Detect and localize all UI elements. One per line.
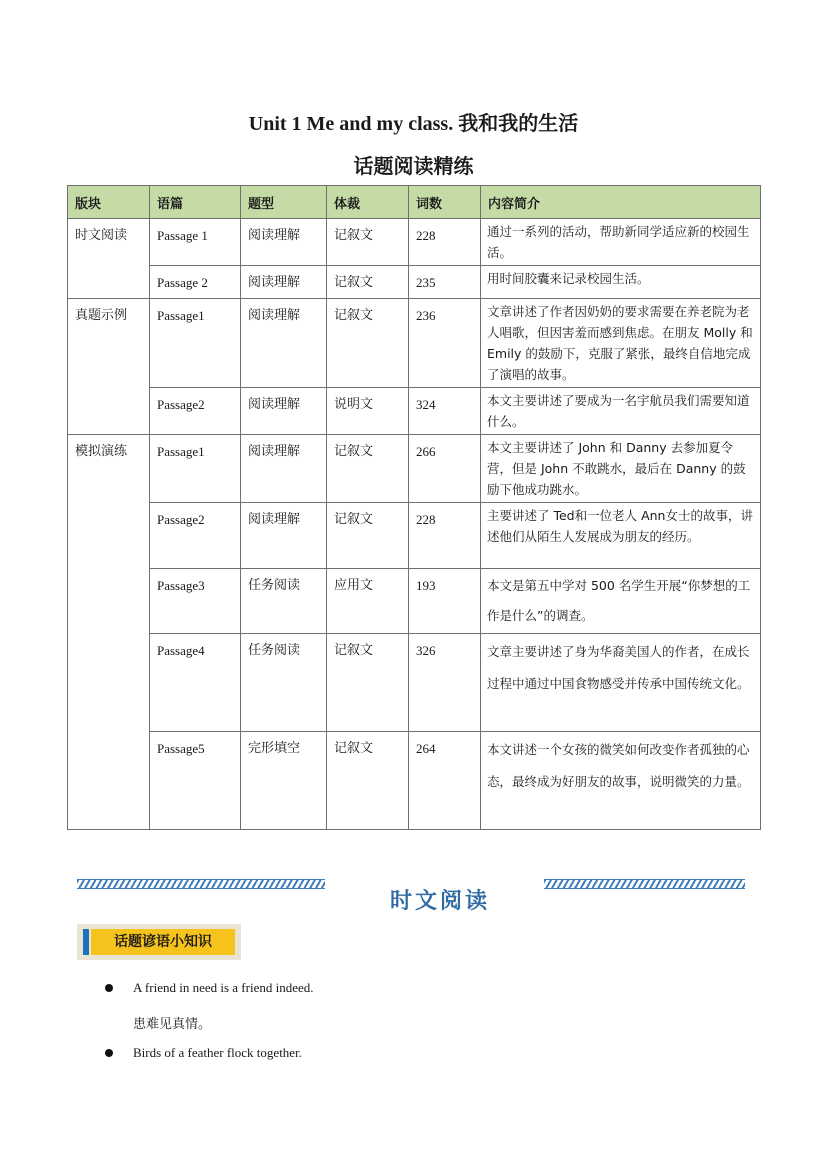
- section-cell: 模拟演练: [68, 435, 150, 830]
- summary-cell: 用时间胶囊来记录校园生活。: [481, 266, 761, 299]
- passage-cell: Passage3: [150, 569, 241, 634]
- summary-cell: 本文主要讲述了要成为一名宇航员我们需要知道什么。: [481, 388, 761, 435]
- section-cell: 时文阅读: [68, 219, 150, 299]
- type-cell: 阅读理解: [241, 266, 327, 299]
- type-cell: 完形填空: [241, 732, 327, 830]
- passage-cell: Passage4: [150, 634, 241, 732]
- table-row: [68, 219, 761, 266]
- bullet-icon: [105, 984, 113, 992]
- summary-cell: 本文是第五中学对 500 名学生开展“你梦想的工作是什么”的调查。: [481, 569, 761, 634]
- table-row: [68, 732, 761, 830]
- section-heading: 时文阅读: [389, 889, 490, 914]
- proverb-english: A friend in need is a friend indeed.: [133, 980, 314, 995]
- summary-cell: 通过一系列的活动，帮助新同学适应新的校园生活。: [481, 219, 761, 266]
- words-cell: 264: [409, 732, 481, 830]
- genre-cell: 应用文: [327, 569, 409, 634]
- passage-cell: Passage1: [150, 435, 241, 503]
- table-row: [68, 299, 761, 388]
- header-question-type: 题型: [241, 186, 327, 219]
- summary-cell: 文章讲述了作者因奶奶的要求需要在养老院为老人唱歌，但因害羞而感到焦虑。在朋友 Molly 和 Emily 的鼓励下，克服了紧张，最终自信地完成了演唱的故事。: [481, 299, 761, 388]
- document-subtitle: 话题阅读精练: [353, 154, 474, 178]
- section-divider-right: [544, 879, 745, 889]
- type-cell: 阅读理解: [241, 219, 327, 266]
- proverb-english: Birds of a feather flock together.: [133, 1045, 302, 1060]
- passage-summary-table: [67, 185, 761, 830]
- table-row: [68, 435, 761, 503]
- genre-cell: 记叙文: [327, 266, 409, 299]
- words-cell: 236: [409, 299, 481, 388]
- header-genre: 体裁: [327, 186, 409, 219]
- genre-cell: 说明文: [327, 388, 409, 435]
- header-section: 版块: [68, 186, 150, 219]
- type-cell: 阅读理解: [241, 299, 327, 388]
- summary-cell: 主要讲述了 Ted和一位老人 Ann女士的故事，讲述他们从陌生人发展成为朋友的经历。: [481, 503, 761, 569]
- passage-cell: Passage 1: [150, 219, 241, 266]
- bullet-icon: [105, 1049, 113, 1057]
- document-title: Unit 1 Me and my class. 我和我的生活: [248, 113, 579, 135]
- passage-cell: Passage5: [150, 732, 241, 830]
- genre-cell: 记叙文: [327, 219, 409, 266]
- table-row: [68, 266, 761, 299]
- words-cell: 228: [409, 219, 481, 266]
- tag-accent-bar: [83, 929, 89, 955]
- type-cell: 任务阅读: [241, 569, 327, 634]
- genre-cell: 记叙文: [327, 435, 409, 503]
- table-row: [68, 634, 761, 732]
- type-cell: 任务阅读: [241, 634, 327, 732]
- header-passage: 语篇: [150, 186, 241, 219]
- summary-cell: 文章主要讲述了身为华裔美国人的作者，在成长过程中通过中国食物感受并传承中国传统文化。: [481, 634, 761, 732]
- knowledge-tag: [77, 924, 241, 960]
- proverb-chinese: 患难见真情。: [133, 1017, 212, 1032]
- header-summary: 内容简介: [481, 186, 761, 219]
- genre-cell: 记叙文: [327, 299, 409, 388]
- words-cell: 228: [409, 503, 481, 569]
- type-cell: 阅读理解: [241, 503, 327, 569]
- tag-label: 话题谚语小知识: [114, 934, 212, 950]
- words-cell: 326: [409, 634, 481, 732]
- passage-cell: Passage2: [150, 503, 241, 569]
- table-row: [68, 569, 761, 634]
- genre-cell: 记叙文: [327, 732, 409, 830]
- table-header-row: [68, 186, 761, 219]
- genre-cell: 记叙文: [327, 503, 409, 569]
- type-cell: 阅读理解: [241, 388, 327, 435]
- table-row: [68, 388, 761, 435]
- words-cell: 324: [409, 388, 481, 435]
- passage-cell: Passage 2: [150, 266, 241, 299]
- passage-cell: Passage1: [150, 299, 241, 388]
- summary-cell: 本文主要讲述了 John 和 Danny 去参加夏令营，但是 John 不敢跳水，最后在 Danny 的鼓励下他成功跳水。: [481, 435, 761, 503]
- genre-cell: 记叙文: [327, 634, 409, 732]
- words-cell: 193: [409, 569, 481, 634]
- table-row: [68, 503, 761, 569]
- type-cell: 阅读理解: [241, 435, 327, 503]
- words-cell: 266: [409, 435, 481, 503]
- section-cell: 真题示例: [68, 299, 150, 435]
- words-cell: 235: [409, 266, 481, 299]
- section-divider-left: [77, 879, 325, 889]
- header-word-count: 词数: [409, 186, 481, 219]
- summary-cell: 本文讲述一个女孩的微笑如何改变作者孤独的心态，最终成为好朋友的故事，说明微笑的力量。: [481, 732, 761, 830]
- passage-cell: Passage2: [150, 388, 241, 435]
